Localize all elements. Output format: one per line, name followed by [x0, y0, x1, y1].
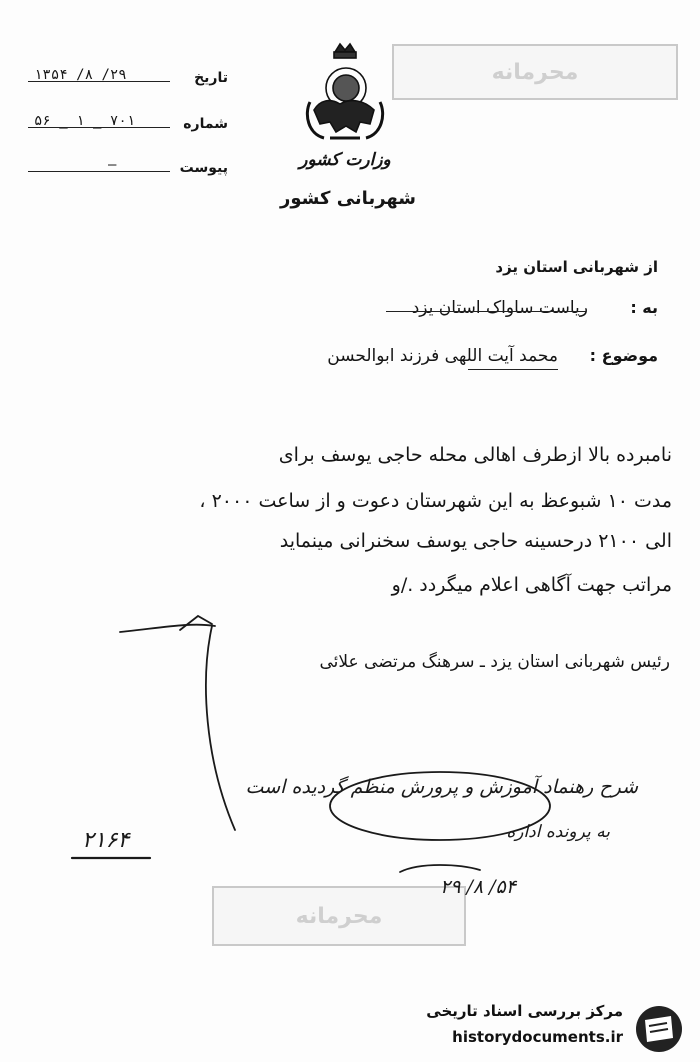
stamp-top-text: محرمانه [491, 59, 579, 85]
watermark-url: historydocuments.ir [452, 1028, 623, 1046]
subject-row [58, 344, 658, 374]
from-line: از شهربانی استان یزد [495, 258, 658, 276]
handwritten-stamp-date: ۵۴/ ۸/ ۲۹ [440, 876, 516, 898]
subject-value: محمد آیت اللهی فرزند ابوالحسن [327, 346, 558, 366]
body-line-4: مراتب جهت آگاهی اعلام میگردد ./و [391, 574, 672, 596]
date-value: ۲۹/ ۸/ ۱۳۵۴ [34, 67, 127, 83]
body-line-1: نامبرده بالا ازطرف اهالی محله حاجی یوسف برای [278, 444, 672, 466]
date-field [28, 60, 228, 86]
watermark-title: مرکز بررسی اسناد تاریخی [426, 1002, 623, 1020]
attachment-value: — [108, 157, 120, 173]
handwritten-reference-number: ۲۱۶۴ [82, 828, 130, 853]
number-value: ۷۰۱ _ ۱ _ ۵۶ [34, 113, 136, 129]
date-strike [28, 81, 170, 82]
date-label: تاریخ [194, 70, 228, 86]
attachment-field [28, 150, 228, 176]
handwritten-annotation-strokes [0, 600, 700, 900]
body-line-3: الی ۲۱۰۰ درحسینه حاجی یوسف سخنرانی مینماید [279, 530, 672, 552]
signer-line: رئیس شهربانی استان یزد ـ سرهنگ مرتضی علائی [319, 652, 670, 672]
subject-label: موضوع : [589, 346, 658, 365]
recipient-label: به : [630, 298, 658, 317]
number-underline [28, 127, 170, 128]
attachment-underline [28, 171, 170, 172]
stamp-bottom [212, 886, 466, 946]
handwritten-note-line-2: به پرونده اداره [506, 822, 610, 842]
ministry-title: وزارت کشور [299, 150, 391, 170]
body-line-2: مدت ۱۰ شبوعظ به این شهرستان دعوت و از ساعت ۲۰۰۰ ، [199, 490, 672, 512]
attachment-label: پیوست [179, 160, 228, 176]
recipient-row [58, 296, 658, 326]
lion-and-sun-emblem-icon [300, 38, 390, 148]
stamp-top [392, 44, 678, 100]
handwritten-note-line-1: شرح رهنماد آموزش و پرورش منظم گردیده است [245, 776, 638, 798]
office-title: شهربانی کشور [280, 188, 416, 209]
recipient-value: ریاست ساواک استان یزد [411, 298, 588, 318]
archive-logo-icon [633, 1004, 685, 1054]
number-label: شماره [183, 116, 228, 132]
number-field [28, 106, 228, 132]
watermark [410, 1000, 685, 1056]
recipient-strike [386, 311, 586, 312]
stamp-bottom-text: محرمانه [295, 903, 383, 929]
subject-underline [468, 369, 558, 370]
